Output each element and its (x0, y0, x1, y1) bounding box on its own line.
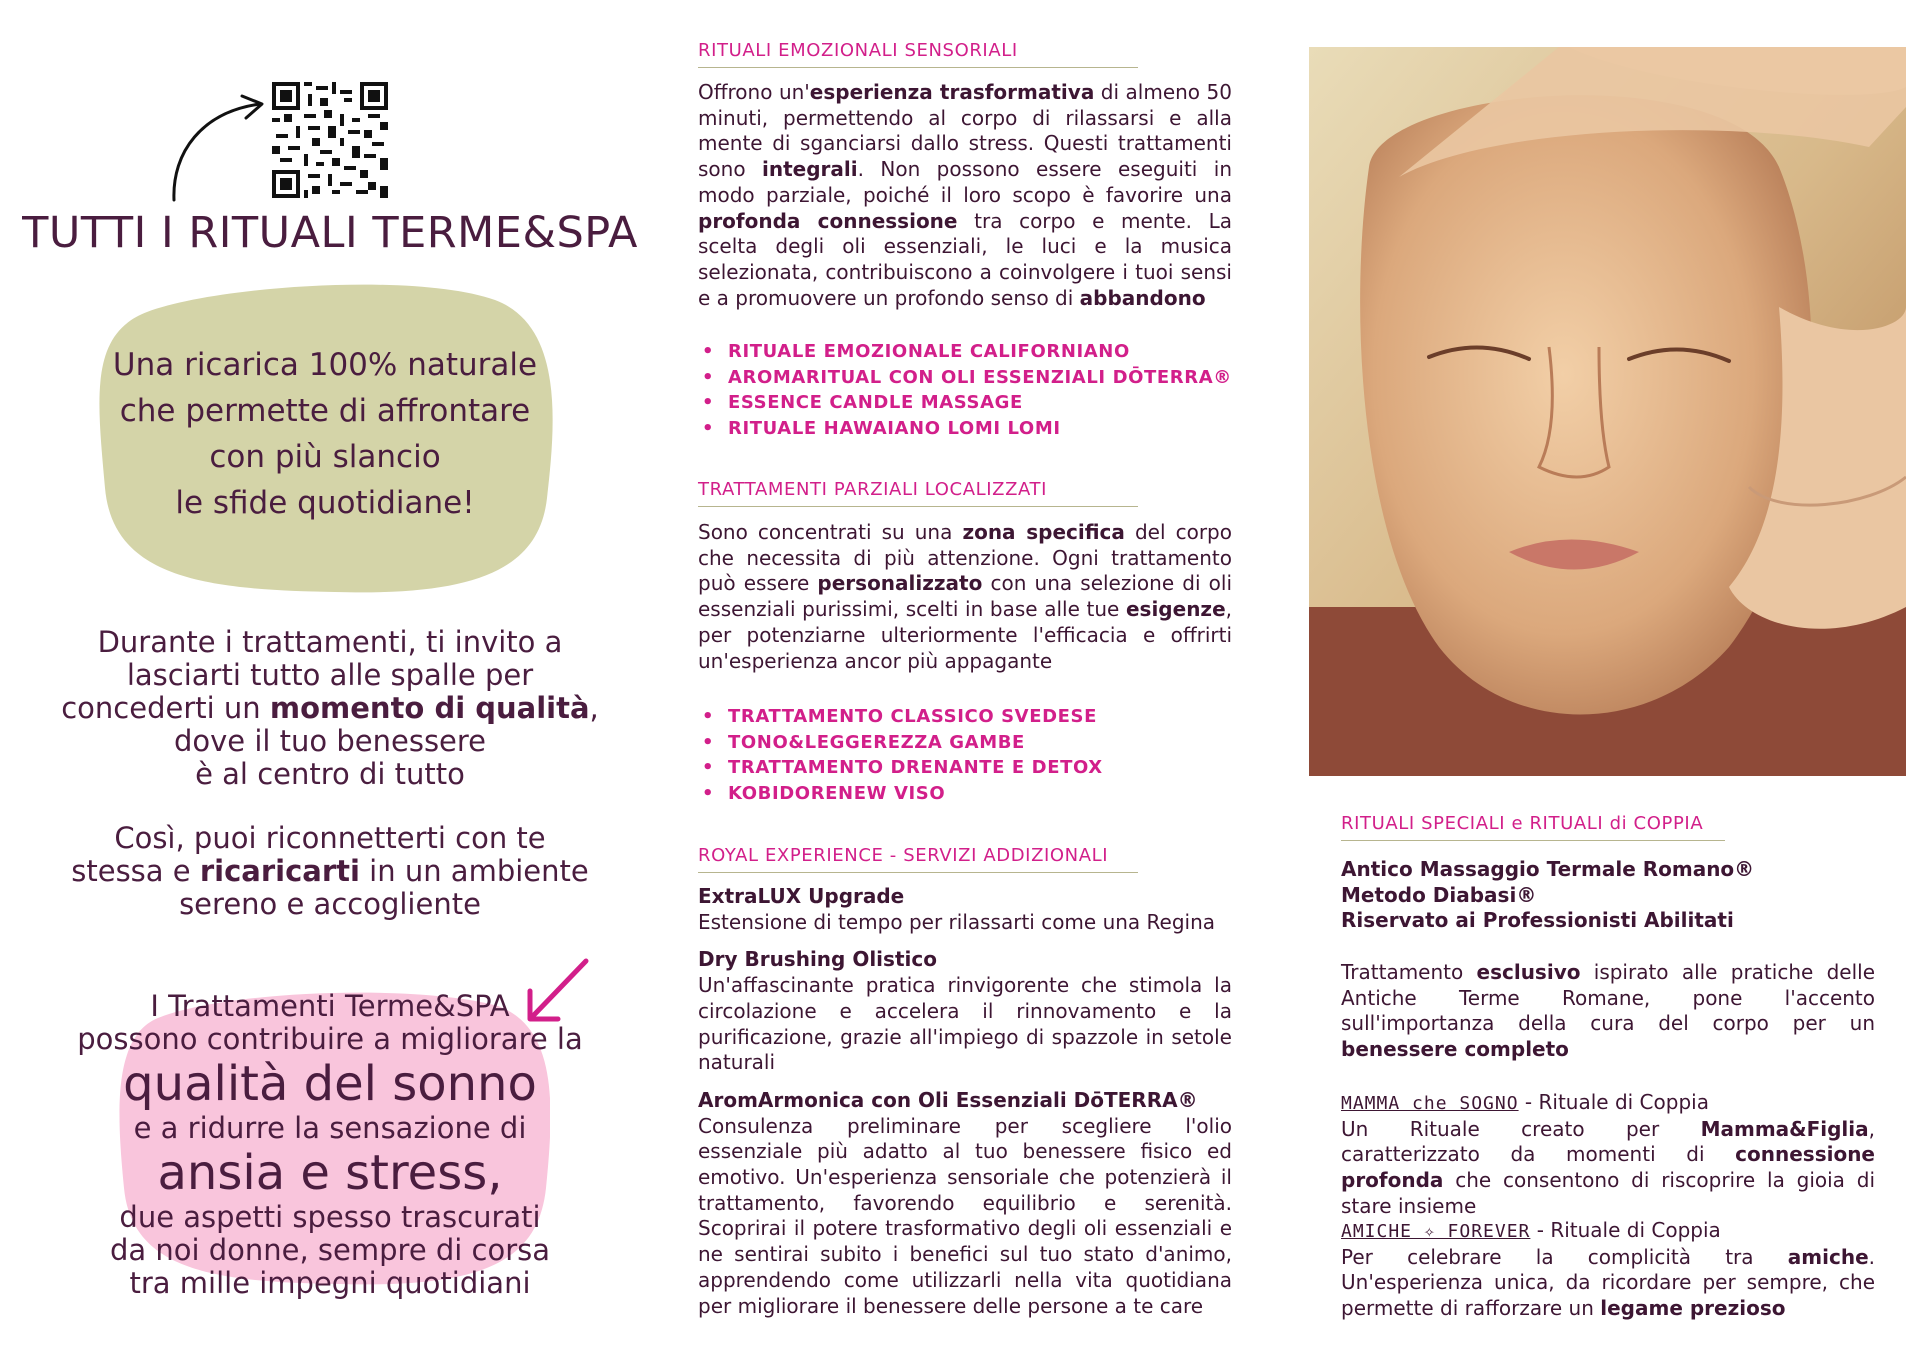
ritual-desc (1341, 1117, 1875, 1220)
section-title-royal: ROYAL EXPERIENCE - SERVIZI ADDIZIONALI (698, 845, 1138, 873)
paragraph-text: ispirato alle pratiche delle Antiche Terme Romane, pone l'accento sull'importanza della cura del corpo per un (1341, 960, 1876, 1036)
special-heading: Riservato ai Professionisti Abilitati (1341, 908, 1734, 933)
paragraph-bold: zona specifica (962, 520, 1125, 544)
intro-text: stessa e (71, 854, 200, 888)
green-blob-line: Una ricarica 100% naturale (112, 347, 538, 383)
green-blob-line: che permette di affrontare (119, 393, 531, 429)
paragraph-bold: personalizzato (817, 571, 983, 596)
list-item: • TRATTAMENTO DRENANTE E DETOX (728, 755, 1268, 781)
sleep-paragraph (30, 990, 630, 1300)
sleep-line: possono contribuire a migliorare la (77, 1022, 583, 1056)
intro-text: , (589, 691, 599, 725)
paragraph-text: Un Rituale creato per (1341, 1116, 1701, 1141)
paragraph-bold: abbandono (1079, 285, 1206, 310)
list-item: • TRATTAMENTO CLASSICO SVEDESE (728, 704, 1268, 730)
mamma-ritual (1341, 1090, 1875, 1220)
sleep-line: due aspetti spesso trascurati (119, 1200, 541, 1234)
list-item: • TONO&LEGGEREZZA GAMBE (728, 730, 1268, 756)
amiche-ritual (1341, 1218, 1875, 1322)
intro-text: in un ambiente (359, 854, 589, 888)
sleep-line: tra mille impegni quotidiani (129, 1266, 531, 1300)
paragraph-text: Offrono un' (698, 80, 810, 104)
special-heading: Antico Massaggio Termale Romano® (1341, 857, 1755, 881)
paragraph-bold: esigenze (1125, 597, 1226, 622)
paragraph-bold: legame prezioso (1600, 1296, 1786, 1321)
paragraph-text: Trattamento (1341, 960, 1477, 984)
intro-line: lasciarti tutto alle spalle per (126, 658, 534, 692)
ritual-name: AMICHE ✧ FOREVER (1341, 1221, 1531, 1242)
paragraph-text: , caratterizzato da momenti di (1341, 1116, 1875, 1167)
service-desc: Un'affascinante pratica rinvigorente che stimola la circolazione e accelera il rinnovamento e la purificazione, grazie all'impiego di spazzole in setole naturali (698, 973, 1232, 1075)
paragraph-bold: Mamma&Figlia (1700, 1116, 1869, 1141)
special-heading: Metodo Diabasi® (1341, 882, 1537, 907)
paragraph-bold: connessione profonda (1341, 1142, 1875, 1193)
paragraph-bold: benessere completo (1341, 1037, 1569, 1062)
curved-arrow-icon (162, 92, 272, 204)
sleep-highlight: ansia e stress, (157, 1145, 503, 1201)
section-title-speciali: RITUALI SPECIALI e RITUALI di COPPIA (1341, 813, 1725, 841)
ritual-name: MAMMA che SOGNO (1341, 1093, 1519, 1114)
paragraph-bold: amiche (1787, 1244, 1869, 1269)
list-item: • AROMARITUAL CON OLI ESSENZIALI DŌTERRA® (728, 365, 1268, 391)
service-name: AromArmonica con Oli Essenziali DōTERRA® (698, 1087, 1198, 1112)
intro-line: Così, puoi riconnetterti con te (114, 821, 546, 855)
qr-code-icon[interactable] (272, 82, 388, 198)
special-paragraph (1341, 960, 1875, 1063)
section-title-emozionali: RITUALI EMOZIONALI SENSORIALI (698, 40, 1138, 68)
service-item (698, 884, 1232, 935)
paragraph-bold: profonda connessione (698, 208, 958, 233)
royal-services (698, 884, 1232, 1331)
paragraph-text: che consentono di riscoprire la gioia di stare insieme (1341, 1168, 1875, 1218)
service-name: Dry Brushing Olistico (698, 947, 937, 972)
paragraph-text: Sono concentrati su una (698, 520, 963, 544)
service-name: ExtraLUX Upgrade (698, 884, 905, 908)
paragraph-bold: esclusivo (1476, 960, 1581, 984)
intro-bold: momento di qualità (269, 691, 590, 725)
ritual-suffix: - Rituale di Coppia (1518, 1090, 1709, 1114)
section-paragraph-parziali (698, 520, 1232, 674)
intro-line (30, 855, 630, 888)
intro-line: è al centro di tutto (195, 757, 465, 791)
intro-line: sereno e accogliente (179, 887, 481, 921)
sleep-highlight: qualità del sonno (123, 1056, 537, 1112)
paragraph-text: , per potenziarne ulteriormente l'efficacia e offrirti un'esperienza ancor più appagante (698, 597, 1232, 673)
sleep-line: I Trattamenti Terme&SPA (150, 989, 510, 1023)
paragraph-text: del corpo che necessita di più attenzione. Ogni trattamento può essere (698, 520, 1232, 596)
special-headings (1341, 857, 1881, 934)
intro-paragraph-2 (30, 822, 630, 921)
intro-text: concederti un (61, 691, 270, 725)
service-desc: Consulenza preliminare per scegliere l'olio essenziale più adatto al tuo benessere fisico ed emotivo. Un'esperienza sensoriale che potenzierà il trattamento, favorendo equilibrio e serenità. Scoprirai il potere trasformativo degli oli essenziali e ne sentirai subito i benefici sul tuo stato d'animo, apprendendo come utilizzarli nella vita quotidiana per migliorare il benessere delle persone a te care (698, 1113, 1232, 1318)
page-title: TUTTI I RITUALI TERME&SPA (22, 208, 638, 258)
paragraph-text: . Un'esperienza unica, da ricordare per sempre, che permette di rafforzare un (1341, 1244, 1875, 1321)
intro-line: dove il tuo benessere (173, 724, 487, 758)
green-blob-text (95, 342, 555, 526)
ritual-desc (1341, 1245, 1875, 1322)
ritual-title-line (1341, 1218, 1875, 1245)
section-paragraph-emozionali (698, 80, 1232, 311)
ritual-list-parziali (698, 704, 1268, 807)
sleep-line: e a ridurre la sensazione di (133, 1111, 527, 1145)
service-desc: Estensione di tempo per rilassarti come una Regina (698, 909, 1216, 934)
spa-face-photo (1309, 47, 1906, 776)
ritual-suffix: - Rituale di Coppia (1530, 1218, 1721, 1242)
service-item (698, 1088, 1232, 1319)
ritual-title-line (1341, 1090, 1875, 1117)
intro-bold: ricaricarti (199, 854, 360, 888)
list-item: • ESSENCE CANDLE MASSAGE (728, 390, 1268, 416)
green-blob-line: con più slancio (209, 439, 441, 475)
green-blob-line: le sfide quotidiane! (175, 485, 475, 521)
service-item (698, 947, 1232, 1076)
paragraph-bold: integrali (762, 157, 858, 182)
paragraph-text: . Non possono essere eseguiti in modo parziale, poiché il loro scopo è favorire una (698, 157, 1232, 207)
sleep-line: da noi donne, sempre di corsa (109, 1233, 551, 1267)
list-item: • RITUALE EMOZIONALE CALIFORNIANO (728, 339, 1268, 365)
intro-paragraph-1 (30, 626, 630, 791)
intro-line (30, 692, 630, 725)
paragraph-text: Per celebrare la complicità tra (1341, 1244, 1788, 1269)
paragraph-text: di almeno 50 minuti, permettendo al corpo di rilassarsi e alla mente di sganciarsi dallo stress. Questi trattamenti sono (698, 80, 1232, 182)
intro-line: Durante i trattamenti, ti invito a (97, 625, 563, 659)
section-title-parziali: TRATTAMENTI PARZIALI LOCALIZZATI (698, 479, 1138, 507)
paragraph-bold: esperienza trasformativa (809, 80, 1095, 104)
list-item: • RITUALE HAWAIANO LOMI LOMI (728, 416, 1268, 442)
paragraph-text: tra corpo e mente. La scelta degli oli essenziali, le luci e la musica selezionata, contribuiscono a coinvolgere i tuoi sensi e a promuovere un profondo senso di (698, 208, 1233, 310)
ritual-list-emozionali (698, 339, 1268, 442)
paragraph-text: con una selezione di oli essenziali purissimi, scelti in base alle tue (698, 571, 1233, 622)
list-item: • KOBIDORENEW VISO (728, 781, 1268, 807)
